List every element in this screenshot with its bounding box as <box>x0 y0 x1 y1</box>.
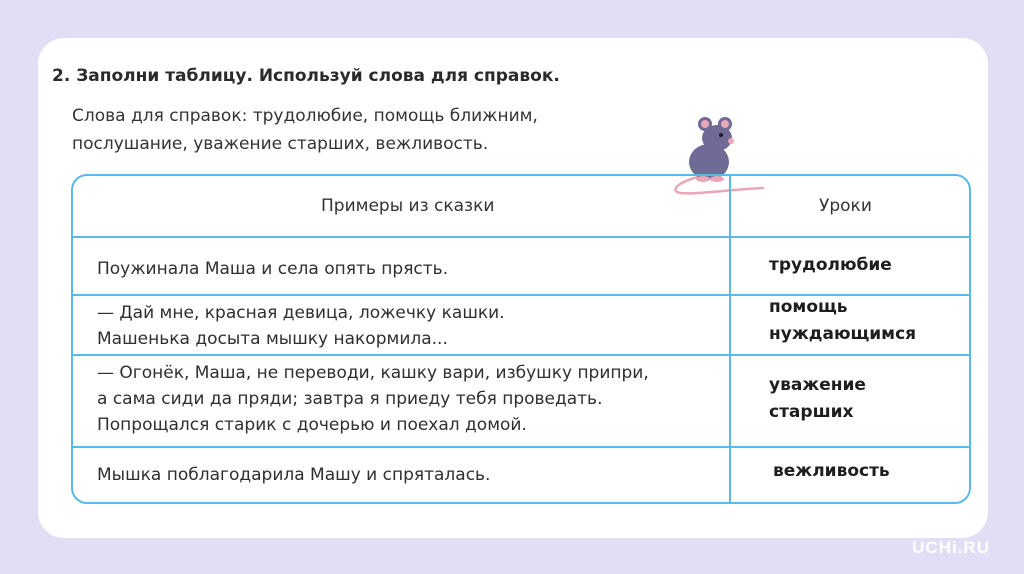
lesson-answer: уважение старших <box>769 375 866 422</box>
lessons-table <box>71 174 971 504</box>
table-header-row <box>73 176 969 236</box>
task-title: 2. Заполни таблицу. Используй слова для справок. <box>52 66 560 86</box>
lesson-answer: трудолюбие <box>769 255 892 275</box>
table-row <box>73 294 969 356</box>
slide-card <box>38 38 988 538</box>
table-row <box>73 354 969 448</box>
hint-line-2: послушание, уважение старших, вежливость. <box>72 134 489 154</box>
table-row <box>73 236 969 296</box>
column-header-lessons: Уроки <box>819 196 872 216</box>
example-text: Поужинала Маша и села опять прясть. <box>97 259 449 279</box>
hint-line-1: Слова для справок: трудолюбие, помощь ближним, <box>72 106 538 126</box>
uchi-logo: UCHi.RU <box>912 538 990 557</box>
hint-text <box>72 102 692 158</box>
example-text: — Огонёк, Маша, не переводи, кашку вари, избушку припри, а сама сиди да пряди; завтра я приеду тебя проведать. Попрощался старик с дочерью и поехал домой. <box>97 363 649 435</box>
table-row <box>73 446 969 504</box>
lesson-answer: помощь нуждающимся <box>769 297 917 344</box>
example-text: — Дай мне, красная девица, ложечку кашки. Машенька досыта мышку накормила... <box>97 303 505 349</box>
lesson-answer: вежливость <box>773 461 890 481</box>
example-text: Мышка поблагодарила Машу и спряталась. <box>97 465 491 485</box>
column-header-examples: Примеры из сказки <box>321 196 495 216</box>
